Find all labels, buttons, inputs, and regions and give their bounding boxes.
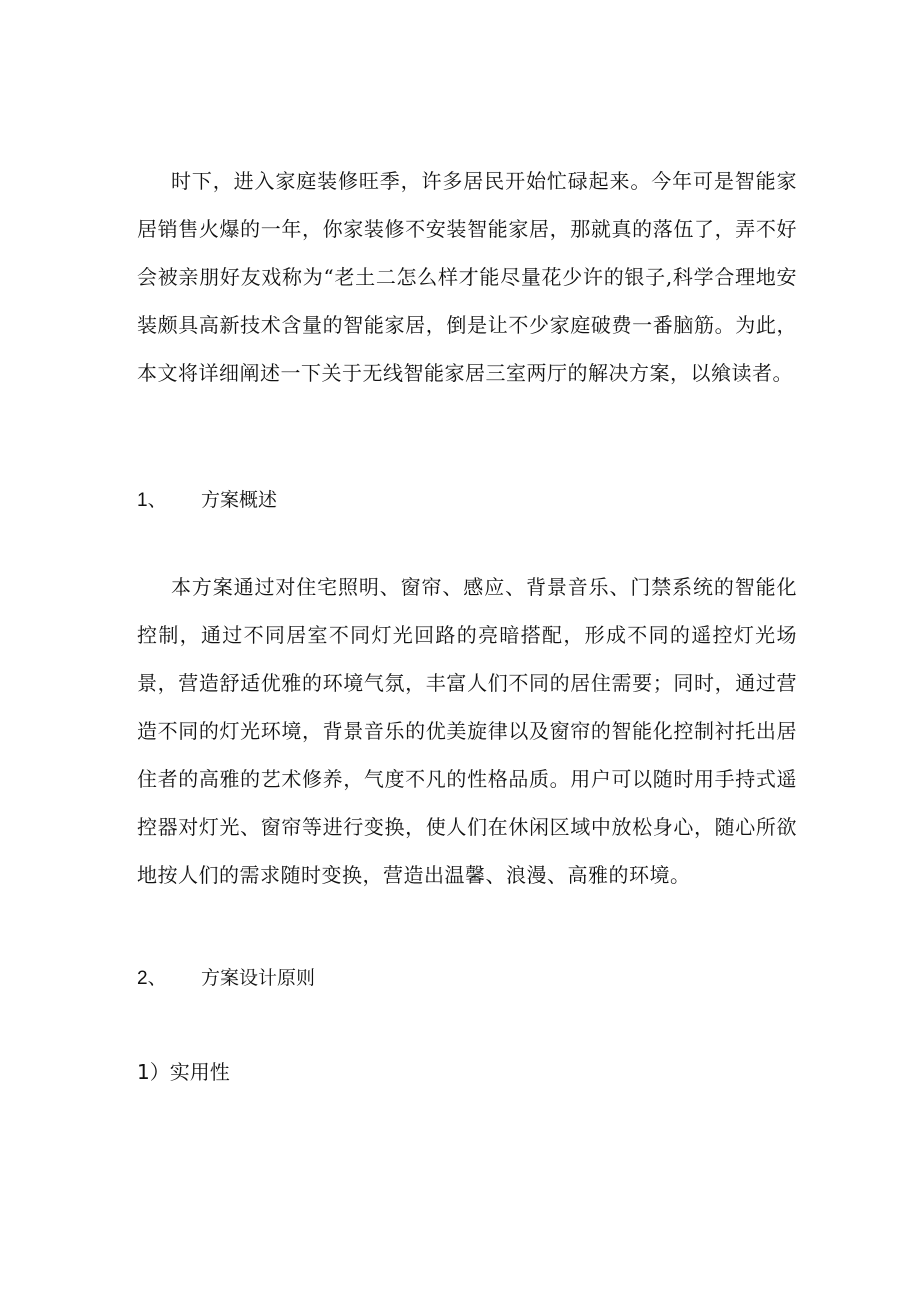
section-title: 方案设计原则 <box>201 967 316 989</box>
section-heading-overview <box>137 480 277 521</box>
section-title: 方案概述 <box>201 489 278 511</box>
subsection-heading-practicality: 1）实用性 <box>137 1060 230 1084</box>
section-heading-design-principles <box>137 958 315 999</box>
section-number: 2、 <box>137 968 167 989</box>
section-number: 1、 <box>137 490 167 511</box>
intro-paragraph: 时下，进入家庭装修旺季，许多居民开始忙碌起来。今年可是智能家居销售火爆的一年，你家装修不安装智能家居，那就真的落伍了，弄不好会被亲朋好友戏称为“老土二怎么样才能尽量花少许的银子,科学合理地安装颇具高新技术含量的智能家居，倒是让不少家庭破费一番脑筋。为此，本文将详细阐述一下关于无线智能家居三室两厅的解决方案，以飨读者。 <box>137 169 797 385</box>
overview-paragraph: 本方案通过对住宅照明、窗帘、感应、背景音乐、门禁系统的智能化控制，通过不同居室不同灯光回路的亮暗搭配，形成不同的遥控灯光场景，营造舒适优雅的环境气氛，丰富人们不同的居住需要；同时，通过营造不同的灯光环境，背景音乐的优美旋律以及窗帘的智能化控制衬托出居住者的高雅的艺术修养，气度不凡的性格品质。用户可以随时用手持式遥控器对灯光、窗帘等进行变换，使人们在休闲区域中放松身心，随心所欲地按人们的需求随时变换，营造出温馨、浪漫、高雅的环境。 <box>137 575 797 887</box>
